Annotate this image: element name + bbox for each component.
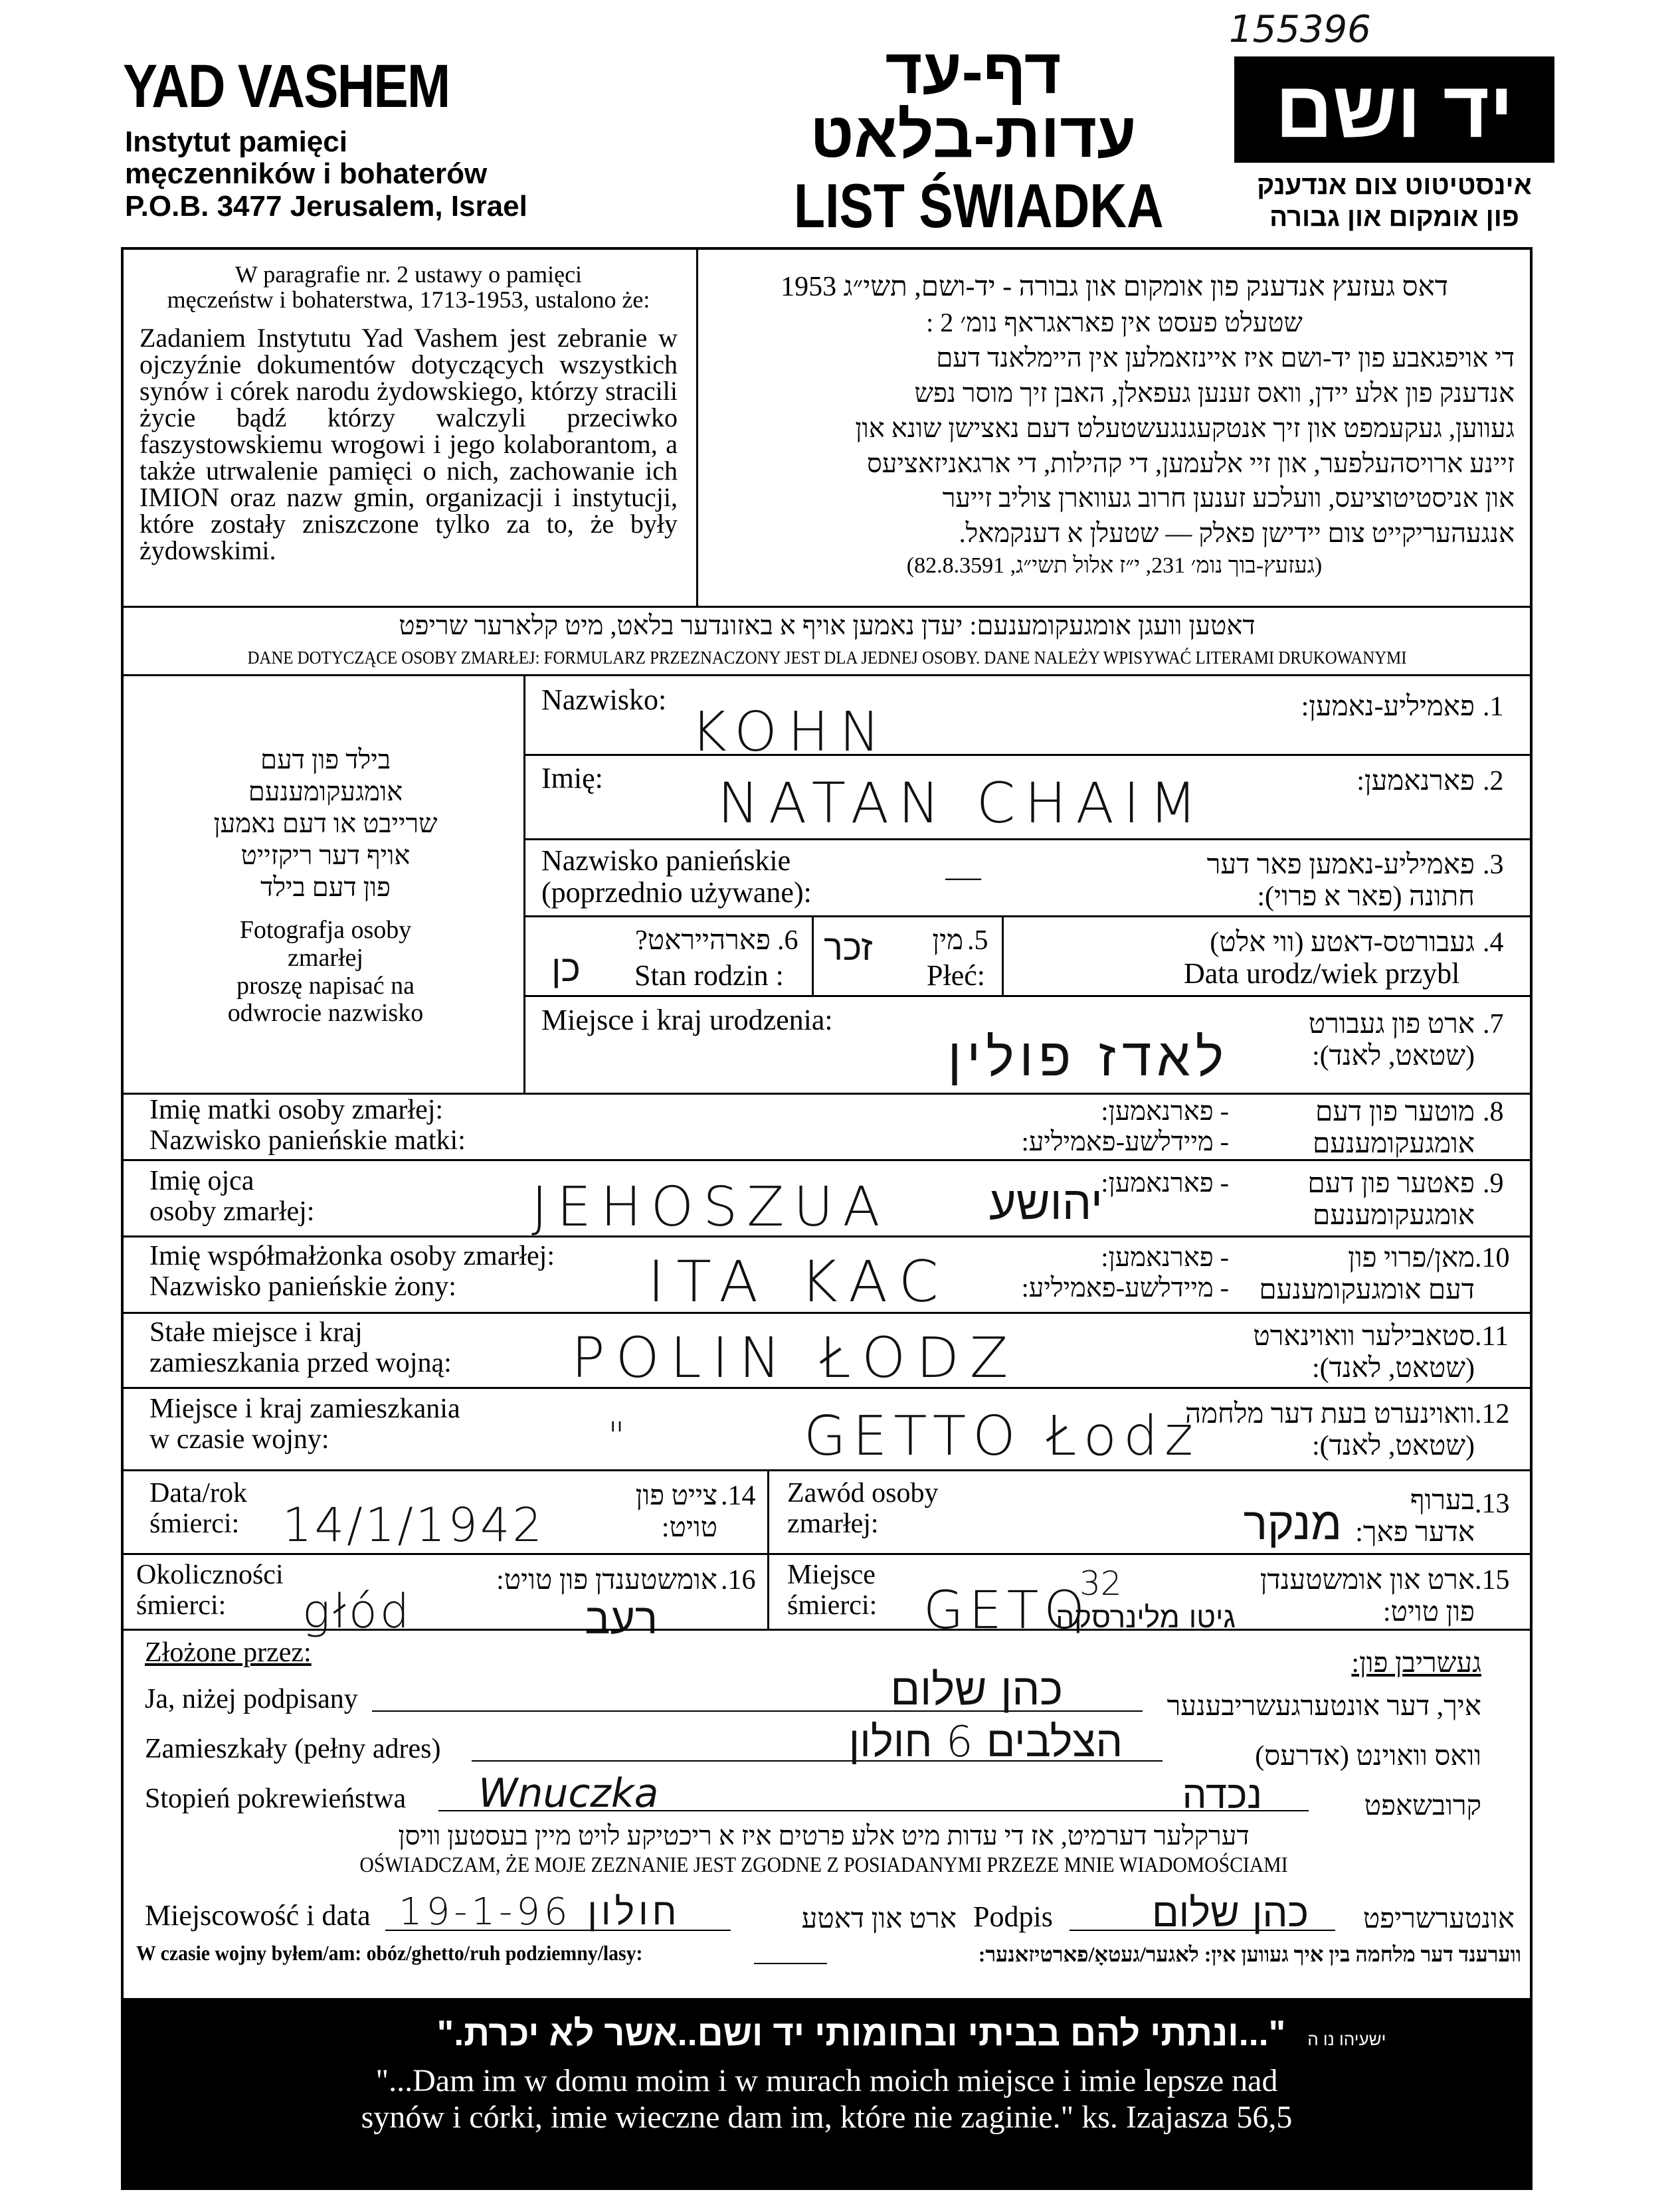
field-5-label-yi: מין <box>932 925 963 956</box>
photo-pl-1: Fotografja osoby <box>239 916 412 944</box>
field-12-label-pl-1: Miejsce i kraj zamieszkania <box>149 1394 460 1424</box>
photo-yi-5: פון דעם בילד <box>260 872 391 902</box>
title-yiddish <box>764 36 1182 171</box>
field-1-label-pl: Nazwisko: <box>541 684 667 716</box>
field-12-label-yi-2: (שטאט, לאנד): <box>1311 1431 1475 1462</box>
law-yi-line-7: און אניסטיטוציעס, וועלכע זענען חרוב געווארן צוליב זייער <box>942 483 1515 513</box>
field-8-label-pl-1: Imię matki osoby zmarłej: <box>149 1095 444 1125</box>
wartime-label-pl: W czasie wojny byłem/am: obóz/ghetto/ruh podziemny/lasy: <box>136 1941 643 1965</box>
field-6-label-yi: פארהייראט? <box>635 925 771 956</box>
field-7-number: .7 <box>1483 1009 1504 1040</box>
field-6-marital-value[interactable]: כן <box>551 947 581 990</box>
field-7-label-yi-1: ארט פון געבורט <box>1308 1009 1475 1040</box>
org-address: P.O.B. 3477 Jerusalem, Israel <box>125 189 527 223</box>
field-10-spouse-value[interactable]: ITA KAC <box>648 1249 951 1315</box>
field-13-label-pl-1: Zawód osoby <box>787 1478 939 1508</box>
instructions-yiddish: דאטען וועגן אומגעקומענעם: יעדן נאמען אויף א באזונדער בלאט, מיט קלארער שריפט <box>399 610 1256 640</box>
field-1-surname-value[interactable]: KOHN <box>691 701 891 764</box>
place-date-value[interactable]: 19-1-96 חולון <box>399 1890 681 1934</box>
field-12-wartime-residence-value[interactable]: GETTO Łodz <box>804 1405 1200 1468</box>
org-name: YAD VASHEM <box>123 52 450 120</box>
field-14-label-pl <box>149 1478 247 1539</box>
place-date-label-yi: ארט און דאטע <box>801 1904 957 1934</box>
logo-sub-line-1: אינסטיטוט צום אנדענק <box>1257 171 1532 200</box>
field-2-number: .2 <box>1483 766 1504 796</box>
field-7-label-yi <box>1209 1008 1475 1073</box>
field-12-label-pl-2: w czasie wojny: <box>149 1424 329 1455</box>
field-13-label-yi-1: בערוף <box>1410 1485 1475 1516</box>
law-yi-line-6: זיינע ארויסהעלפער, און זיי אלעמען, די קהילות, די ארגאניזאציעס <box>867 448 1515 478</box>
field-7-label-pl: Miejsce i kraj urodzenia: <box>541 1004 833 1036</box>
law-yiddish <box>714 269 1515 581</box>
submitter-relation-label-pl: Stopień pokrewieństwa <box>145 1783 407 1814</box>
field-15-label-yi <box>1196 1564 1475 1629</box>
field-5-sex-value[interactable]: זכר <box>824 927 873 968</box>
submitter-address-label-pl: Zamieszkały (pełny adres) <box>145 1734 441 1764</box>
field-8-label-yi-1: מוטער פון דעם <box>1315 1097 1475 1127</box>
signature-label-yi: אונטערשריפט <box>1362 1904 1515 1934</box>
field-7-birthplace-value[interactable]: לאדז פולין <box>947 1026 1229 1088</box>
field-10-label-yi-2: דעם אומגעקומענעם <box>1259 1275 1475 1306</box>
org-sub-line-2: męczenników i bohaterów <box>125 157 488 191</box>
field-6-number: .6 <box>777 925 798 956</box>
field-12-ditto-mark: " <box>608 1415 625 1458</box>
field-15-label-yi-2: פון טויט: <box>1382 1597 1475 1628</box>
field-8-label-yi <box>1249 1096 1475 1160</box>
field-15-label-pl-1: Miejsce <box>787 1560 876 1590</box>
yad-vashem-logo <box>1234 56 1554 163</box>
field-9-number: .9 <box>1483 1168 1504 1199</box>
declaration-polish: OŚWIADCZAM, ŻE MOJE ZEZNANIE JEST ZGODNE Z POSIADANYMI PRZEZE MNIE WIADOMOŚCIAMI <box>359 1853 1288 1877</box>
quote-polish-text <box>121 2062 1533 2136</box>
field-9-label-yi-sub: - פארנאמען: <box>1101 1168 1229 1198</box>
wartime-label-yi: ווערענד דער מלחמה בין איך געווען אין: לאגער/געטאָ/פארטיזאנער: <box>978 1942 1521 1966</box>
logo-sub-line-2: פון אומקום און גבורה <box>1269 203 1519 232</box>
field-9-label-yi-2: אומגעקומענעם <box>1312 1200 1475 1232</box>
quote-polish-line-2: synów i córki, imie wieczne dam im, które nie zaginie." ks. Izajasza 56,5 <box>361 2100 1293 2136</box>
field-13-label-yi-2: אדער פאך: <box>1355 1517 1475 1548</box>
field-14-label-pl-1: Data/rok <box>149 1478 247 1508</box>
org-sub-line-1: Instytut pamięci <box>125 126 347 158</box>
title-yi-line-2: עדות-בלאט <box>810 100 1137 171</box>
field-3-number: .3 <box>1483 850 1504 880</box>
field-1-number: .1 <box>1483 691 1504 722</box>
photo-yi-3: שרייבט או דעם נאמען <box>213 808 438 838</box>
law-yi-line-4: אנדענק פון אלע יידן, וואס זענען געפאלן, האבן זיך מוסר נפש <box>914 378 1515 409</box>
field-14-label-yi <box>551 1480 717 1544</box>
field-3-label-pl-2: (poprzednio używane): <box>541 876 812 909</box>
field-16-label-yi: אומשטענדן פון טויט: <box>496 1565 717 1596</box>
submitter-title-yi: געשריבן פון: <box>1351 1648 1481 1679</box>
quote-hebrew: ישעיהו נו ה "...ונתתי להם בביתי ובחומותי יד ושם..אשר לא יכרת." <box>436 2013 1386 2053</box>
field-13-occupation-value[interactable]: מנקר <box>1243 1498 1342 1550</box>
signature-label-pl: Podpis <box>973 1900 1053 1933</box>
law-yi-line-9: (געזעץ-בוך נומ׳ 231, י״ז אלול תשי״ג, 82.8.3591) <box>906 553 1323 579</box>
field-16-label-pl-2: śmierci: <box>136 1590 227 1621</box>
field-14-number: .14 <box>721 1481 756 1511</box>
quote-hebrew-text: ונתתי להם בביתי ובחומותי יד ושם..אשר לא יכרת <box>464 2013 1239 2053</box>
field-14-label-yi-2: טויט: <box>661 1512 717 1544</box>
field-5-label-pl: :Płeć <box>927 959 985 992</box>
field-14-label-pl-2: śmierci: <box>149 1508 240 1540</box>
field-14-death-date-value[interactable]: 14/1/1942 <box>282 1498 545 1552</box>
law-yi-line-8: אנגעהעריקייט צום יידישן פאלק — שטעלן א דענקמאל. <box>959 518 1515 549</box>
signature-value[interactable]: כהן שלום <box>1151 1890 1309 1936</box>
field-16-label-pl <box>136 1560 284 1621</box>
field-15-label-yi-1: ארט און אומשטענדן <box>1260 1565 1475 1596</box>
field-16-label-pl-1: Okoliczności <box>136 1560 284 1590</box>
field-3-label-pl <box>541 845 812 909</box>
submitter-name-value[interactable]: כהן שלום <box>890 1664 1063 1715</box>
field-12-number: .12 <box>1475 1399 1510 1429</box>
field-2-label-pl: Imię: <box>541 762 603 794</box>
field-9-father-value-yi[interactable]: יהושע <box>988 1176 1103 1230</box>
field-11-residence-value[interactable]: POLIN ŁODZ <box>571 1325 1019 1390</box>
field-3-label-yi-1: פאמיליע-נאמען פאר דער <box>1206 850 1475 880</box>
field-12-label-yi-1: וואוינערט בעת דער מלחמה <box>1184 1399 1475 1429</box>
law-yi-line-1: דאס געזעץ אנדענק פון אומקום און גבורה - יד-ושם, תשי״ג 1953 <box>781 272 1448 302</box>
submitter-address-value[interactable]: הצלבים 6 חולון <box>848 1718 1123 1767</box>
field-3-maiden-value[interactable]: — <box>943 854 983 900</box>
photo-pl-2: zmarłej <box>288 943 363 972</box>
field-9-father-value[interactable]: JEHOSZUA <box>531 1176 889 1239</box>
photo-yi-4: אויף דער ריקזייט <box>240 840 411 870</box>
field-16-circumstances-value[interactable]: głód <box>302 1584 413 1639</box>
title-yi-line-1: דף-עד <box>885 36 1062 107</box>
field-11-number: .11 <box>1475 1321 1509 1352</box>
photo-pl-3: proszę napisać na <box>236 971 415 1000</box>
field-10-label-yi-4: - מיידלשע-פאמיליע: <box>1021 1273 1229 1303</box>
title-polish: LIST ŚWIADKA <box>794 171 1164 240</box>
field-8-label-yi-sub <box>970 1096 1229 1157</box>
field-13-number: .13 <box>1475 1489 1510 1519</box>
quote-polish-line-1: "...Dam im w domu moim i w murach moich miejsce i imie lepsze nad <box>375 2063 1278 2098</box>
field-9-label-yi <box>1249 1168 1475 1232</box>
field-3-label-yi-2: חתונה (פאר א פרוי): <box>1257 881 1475 913</box>
field-9-label-pl <box>149 1166 314 1227</box>
field-10-label-yi-sub <box>970 1242 1229 1303</box>
document-number: 155396 <box>1229 8 1371 51</box>
field-5-number: .5 <box>967 925 988 956</box>
logo-text: יד ושם <box>1275 65 1514 154</box>
field-6-label-pl: : Stan rodzin <box>634 959 784 992</box>
field-10-label-yi-3: - פארנאמען: <box>1101 1242 1229 1272</box>
field-9-label-pl-1: Imię ojca <box>149 1166 254 1196</box>
field-8-label-yi-2: אומגעקומענעם <box>1312 1129 1475 1160</box>
field-7-label-yi-2: (שטאט, לאנד): <box>1311 1041 1475 1072</box>
field-11-label-pl-1: Stałe miejsce i kraj <box>149 1317 363 1348</box>
law-yi-line-3: די אויפגאבע פון יד-ושם איז איינזאמלען אין היימלאנד דעם <box>936 343 1515 373</box>
submitter-relation-value-yi[interactable]: נכדה <box>1182 1772 1262 1817</box>
field-11-label-pl <box>149 1317 452 1378</box>
field-9-label-pl-2: osoby zmarłej: <box>149 1196 315 1228</box>
field-10-label-yi-1: מאן/פרוי פון <box>1348 1243 1475 1273</box>
field-11-label-pl-2: zamieszkania przed wojną: <box>149 1348 452 1379</box>
field-15-death-place-value[interactable]: GETO <box>923 1581 1090 1641</box>
field-15-death-place-value-yi[interactable]: גיטו מלינרסקה <box>1056 1601 1236 1635</box>
law-polish <box>140 262 678 564</box>
quote-hebrew-reference: ישעיהו נו ה <box>1307 2029 1386 2049</box>
submitter-address-label-yi: וואס וואוינט (אדרעס) <box>1255 1741 1481 1772</box>
field-8-label-yi-4: - מיידלשע-פאמיליע: <box>1021 1127 1229 1156</box>
field-11-label-yi <box>1182 1321 1475 1385</box>
field-8-number: .8 <box>1483 1097 1504 1127</box>
law-pl-line-2: męczeństw i bohaterstwa, 1713-1953, ustalono że: <box>167 286 650 313</box>
field-13-label-pl-2: zmarłej: <box>787 1508 879 1540</box>
field-2-firstname-value[interactable]: NATAN CHAIM <box>717 771 1207 836</box>
org-subtitle <box>125 126 527 223</box>
photo-pl-4: odwrocie nazwisko <box>227 999 424 1028</box>
field-16-circumstances-value-yi[interactable]: רעב <box>585 1595 658 1644</box>
field-3-label-yi <box>1063 849 1475 913</box>
submitter-name-label-yi: איך, דער אונטערגעשריבענער <box>1167 1691 1481 1722</box>
place-date-label-pl: Miejscowość i data <box>145 1899 371 1932</box>
submitter-relation-label-yi: קרובשאפט <box>1364 1791 1481 1821</box>
field-15-number: .15 <box>1475 1565 1510 1596</box>
submitter-name-label-pl: Ja, niżej podpisany <box>145 1684 358 1714</box>
photo-yi-2: אומגעקומענעם <box>248 776 403 806</box>
law-pl-body: Zadaniem Instytutu Yad Vashem jest zebranie w ojczyźnie dokumentów dotyczących wszystkich synów i córek narodu żydowskiego, którzy stracili życie bądź którzy walczyli przeciwko faszystowskiemu wrogowi i jego kolaborantom, a także utrwalenie pamięci o nich, zachowanie ich IMION oraz nazw gmin, organizacji i instytucji, które zostały zniszczone tylko za to, że były żydowskimi. <box>140 322 678 565</box>
declaration-yiddish: דערקלער דערמיט, אז די עדות מיט אלע פרטים איז א ריכטיקע לויט מיין בעסטען וויסן <box>398 1821 1250 1851</box>
field-10-number: .10 <box>1475 1243 1510 1273</box>
field-15-label-pl <box>787 1560 877 1621</box>
field-8-label-pl-2: Nazwisko panieńskie matki: <box>149 1125 466 1156</box>
field-16-number: .16 <box>721 1565 756 1596</box>
field-9-label-yi-1: פאטער פון דעם <box>1307 1168 1475 1199</box>
field-10-label-pl-2: Nazwisko panieńskie żony: <box>149 1271 456 1303</box>
photo-yi-1: בילד פון דעם <box>260 745 391 775</box>
field-12-label-pl <box>149 1394 460 1455</box>
submitter-relation-value-pl[interactable]: Wnuczka <box>478 1770 659 1817</box>
field-8-label-pl <box>149 1095 466 1156</box>
field-15-label-pl-2: śmierci: <box>787 1590 878 1621</box>
photo-instructions-yiddish <box>146 744 505 903</box>
law-pl-line-1: W paragrafie nr. 2 ustawy o pamięci <box>234 261 583 288</box>
field-4-label-yi: געבורטס-דאטע (ווי אלט) <box>1210 927 1475 958</box>
field-4-number: .4 <box>1483 927 1504 958</box>
field-4-label-pl: Data urodz/wiek przybl <box>1184 957 1460 990</box>
field-8-label-yi-3: - פארנאמען: <box>1101 1096 1229 1126</box>
instructions-polish: DANE DOTYCZĄCE OSOBY ZMARŁEJ: FORMULARZ PRZEZNACZONY JEST DLA JEDNEJ OSOBY. DANE NALEŻY WPISYWAĆ LITERAMI DRUKOWANYMI <box>247 648 1407 668</box>
logo-subtitle <box>1234 169 1554 233</box>
submitter-title-pl: Złożone przez: <box>145 1637 312 1668</box>
field-14-label-yi-1: צייט פון <box>635 1481 717 1511</box>
field-15-death-place-number[interactable]: 32 <box>1079 1564 1122 1603</box>
field-10-label-pl-1: Imię współmałżonka osoby zmarłej: <box>149 1241 555 1271</box>
field-11-label-yi-1: סטאבילער וואוינארט <box>1253 1321 1475 1352</box>
field-1-label-yi: פאמיליע-נאמען: <box>1301 691 1475 722</box>
photo-instructions-polish <box>146 917 505 1028</box>
field-3-label-pl-1: Nazwisko panieńskie <box>541 844 791 877</box>
field-10-label-yi <box>1249 1242 1475 1307</box>
field-10-label-pl <box>149 1241 555 1302</box>
law-yi-line-2: שטעלט פעסט אין פאראגראף נומ׳ 2 : <box>926 308 1303 338</box>
field-13-label-pl <box>787 1478 938 1539</box>
law-yi-line-5: געווען, געקעמפט און זיך אנטקעגנגעשטעלט דעם נאצישן שונא און <box>855 412 1515 443</box>
field-11-label-yi-2: (שטאט, לאנד): <box>1311 1353 1475 1384</box>
field-2-label-yi: פארנאמען: <box>1356 766 1475 796</box>
